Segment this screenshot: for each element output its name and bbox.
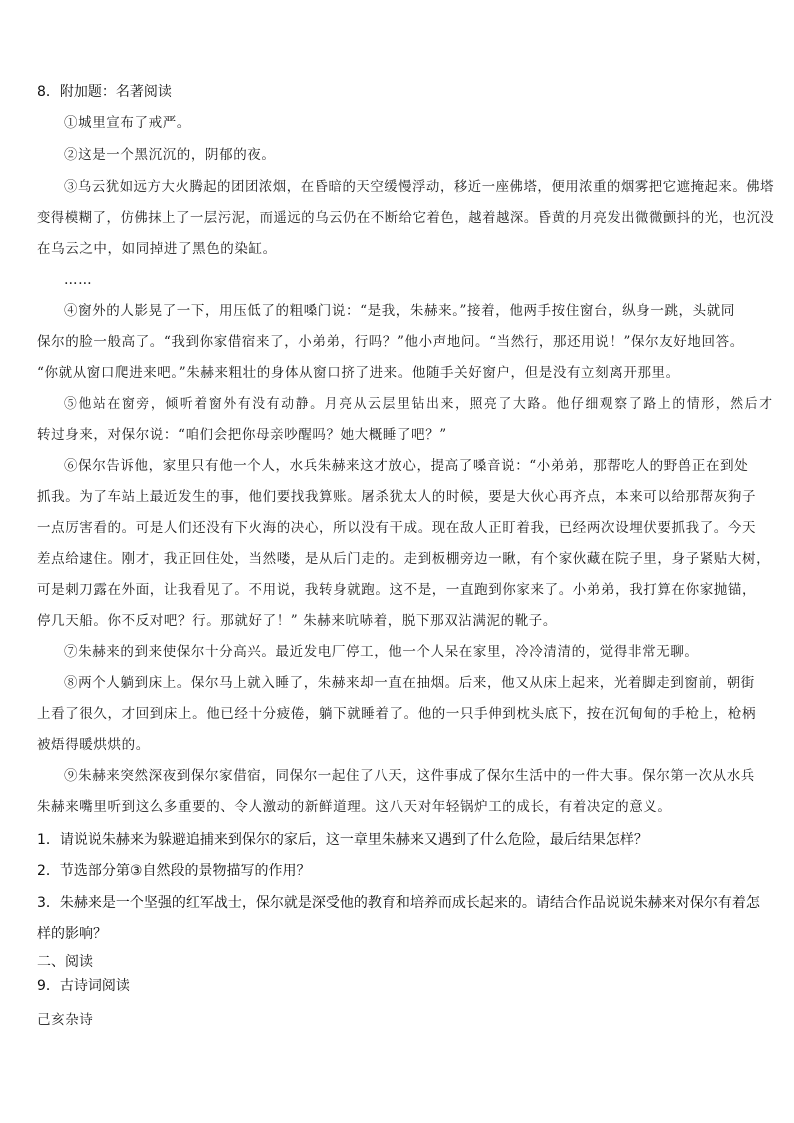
section-heading: 8．附加题：名著阅读 (37, 84, 172, 100)
passage-line: 一点厉害看的。可是人们还没有下火海的决心，所以没有干成。现在敌人正盯着我，已经两次设埋伏要抓我了。今天 (37, 520, 757, 536)
question-line: 3．朱赫来是一个坚强的红军战士，保尔就是深受他的教育和培养而成长起来的。请结合作品说说朱赫来对保尔有着怎 (37, 895, 760, 911)
passage-line: ⑤他站在窗旁，倾听着窗外有没有动静。月亮从云层里钻出来，照亮了大路。他仔细观察了路上的情形，然后才 (64, 396, 774, 412)
passage-line: 变得模糊了，仿佛抹上了一层污泥，而遥远的乌云仍在不断给它着色，越着越深。昏黄的月亮发出微微颤抖的光，也沉没 (37, 210, 775, 226)
passage-line: 转过身来，对保尔说：“咱们会把你母亲吵醒吗？她大概睡了吧？” (37, 427, 447, 443)
passage-ellipsis: …… (64, 272, 93, 288)
passage-line: 差点给逮住。刚才，我正回住处，当然喽，是从后门走的。走到板棚旁边一瞅，有个家伙藏在院子里，身子紧贴大树， (37, 551, 771, 567)
passage-line: ③乌云犹如远方大火腾起的团团浓烟，在昏暗的天空缓慢浮动，移近一座佛塔，便用浓重的烟雾把它遮掩起来。佛塔 (64, 179, 775, 195)
passage-line: 上看了很久，才回到床上。他已经十分疲倦，躺下就睡着了。他的一只手伸到枕头底下，按在沉甸甸的手枪上，枪柄 (37, 706, 757, 722)
passage-paragraph-1: ①城里宣布了戒严。 (64, 115, 191, 131)
question-line: 样的影响？ (37, 926, 107, 942)
passage-line: ⑨朱赫来突然深夜到保尔家借宿，同保尔一起住了八天，这件事成了保尔生活中的一件大事。保尔第一次从水兵 (64, 768, 755, 784)
section-two-heading: 二、阅读 (37, 954, 93, 970)
passage-line: 停几天船。你不反对吧？行。那就好了！” 朱赫来吭哧着，脱下那双沾满泥的靴子。 (37, 613, 557, 629)
passage-line: 保尔的脸一般高了。“我到你家借宿来了，小弟弟，行吗？”他小声地问。“当然行，那还用说！”保尔友好地回答。 (37, 334, 744, 350)
passage-line: “你就从窗口爬进来吧。”朱赫来粗壮的身体从窗口挤了进来。他随手关好窗户，但是没有立刻离开那里。 (37, 365, 680, 381)
item9-heading: 9．古诗词阅读 (37, 978, 130, 994)
passage-line: 在乌云之中，如同掉进了黑色的染缸。 (37, 241, 277, 257)
passage-paragraph-2: ②这是一个黑沉沉的，阴郁的夜。 (64, 147, 276, 163)
passage-line: ⑥保尔告诉他，家里只有他一个人，水兵朱赫来这才放心，提高了嗓音说：“小弟弟，那帮吃人的野兽正在到处 (64, 458, 749, 474)
passage-line: 抓我。为了车站上最近发生的事，他们要找我算账。屠杀犹太人的时候，要是大伙心再齐点，本来可以给那帮灰狗子 (37, 489, 757, 505)
passage-line: ④窗外的人影晃了一下，用压低了的粗嗓门说：“是我，朱赫来。”接着，他两手按住窗台，纵身一跳，头就同 (64, 303, 735, 319)
passage-line: 被焐得暖烘烘的。 (37, 737, 150, 753)
passage-paragraph-7: ⑦朱赫来的到来使保尔十分高兴。最近发电厂停工，他一个人呆在家里，冷冷清清的，觉得非常无聊。 (64, 644, 699, 660)
poem-title: 己亥杂诗 (37, 1012, 94, 1028)
passage-line: 朱赫来嘴里听到这么多重要的、令人激动的新鲜道理。这八天对年轻锅炉工的成长，有着决定的意义。 (37, 799, 672, 815)
question-1: 1．请说说朱赫来为躲避追捕来到保尔的家后，这一章里朱赫来又遇到了什么危险，最后结果怎样？ (37, 832, 648, 848)
passage-line: 可是刺刀露在外面，让我看见了。不用说，我转身就跑。这不是，一直跑到你家来了。小弟弟，我打算在你家抛锚， (37, 582, 757, 598)
question-2: 2．节选部分第③自然段的景物描写的作用？ (37, 863, 311, 879)
passage-line: ⑧两个人躺到床上。保尔马上就入睡了，朱赫来却一直在抽烟。后来，他又从床上起来，光着脚走到窗前，朝街 (64, 675, 755, 691)
